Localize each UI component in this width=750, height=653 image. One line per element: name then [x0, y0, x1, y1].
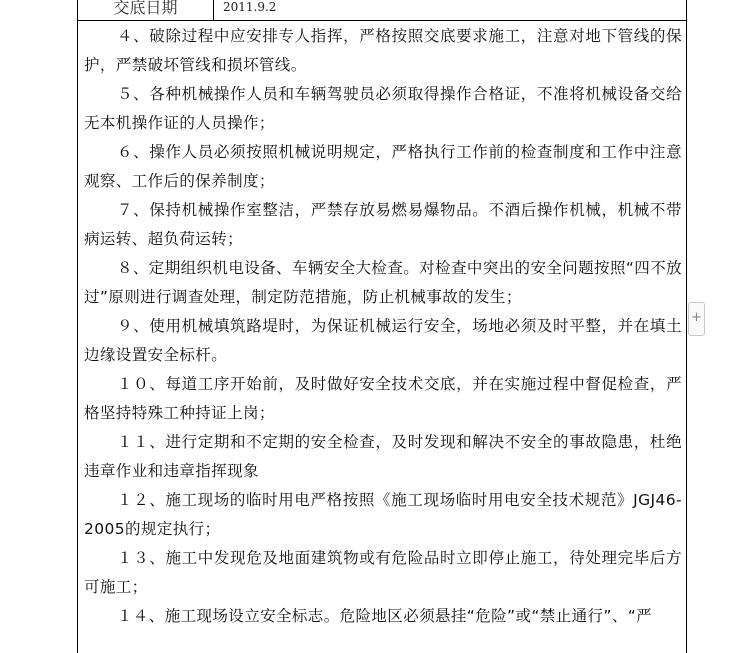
safety-item: ９、使用机械填筑路堤时，为保证机械运行安全，场地必须及时平整，并在填土边缘设置安全标杆。	[84, 317, 682, 364]
safety-item: １０、每道工序开始前，及时做好安全技术交底，并在实施过程中督促检查，严格坚持特殊工种持证上岗；	[84, 375, 682, 422]
safety-item: １２、施工现场的临时用电严格按照《施工现场临时用电安全技术规范》JGJ46-2005的规定执行；	[84, 491, 682, 538]
safety-item: ４、破除过程中应安排专人指挥，严格按照交底要求施工，注意对地下管线的保护，严禁破坏管线和损坏管线。	[84, 27, 682, 74]
safety-item: １３、施工中发现危及地面建筑物或有危险品时立即停止施工，待处理完毕后方可施工；	[84, 549, 682, 596]
safety-item: １４、施工现场设立安全标志。危险地区必须悬挂“危险”或“禁止通行”、“严	[117, 607, 653, 625]
date-value: 2011.9.2	[223, 0, 277, 14]
expand-handle[interactable]	[688, 302, 705, 336]
date-label: 交底日期	[78, 0, 214, 20]
disclosure-table	[77, 0, 687, 653]
safety-items	[84, 22, 682, 631]
plus-icon: +	[691, 310, 702, 325]
safety-item: ５、各种机械操作人员和车辆驾驶员必须取得操作合格证，不准将机械设备交给无本机操作证的人员操作；	[84, 85, 682, 132]
safety-item: ７、保持机械操作室整洁，严禁存放易燃易爆物品。不酒后操作机械，机械不带病运转、超负荷运转；	[84, 201, 682, 248]
safety-item: １１、进行定期和不定期的安全检查，及时发现和解决不安全的事故隐患，杜绝违章作业和违章指挥现象	[84, 433, 682, 480]
header-row	[78, 0, 686, 21]
safety-item: ８、定期组织机电设备、车辆安全大检查。对检查中突出的安全问题按照“四不放过”原则进行调查处理，制定防范措施，防止机械事故的发生；	[84, 259, 682, 306]
safety-item: ６、操作人员必须按照机械说明规定，严格执行工作前的检查制度和工作中注意观察、工作后的保养制度；	[84, 143, 682, 190]
